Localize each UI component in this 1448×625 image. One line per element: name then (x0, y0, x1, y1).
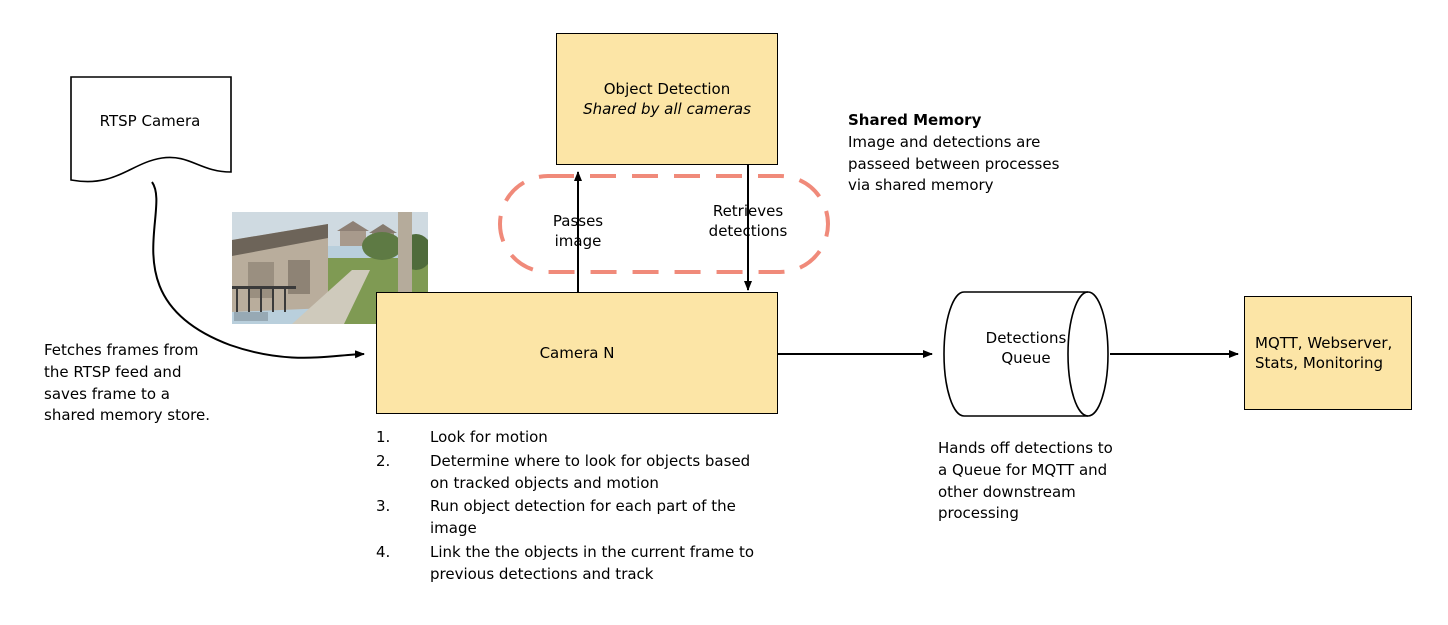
detections-queue-label (956, 328, 1096, 369)
node-rtsp-camera[interactable] (70, 76, 230, 184)
step-text: Look for motion (430, 428, 548, 446)
detections-queue-line2: Queue (1001, 349, 1051, 368)
step-number: 3. (376, 497, 391, 516)
edge-label-passes-image (528, 212, 628, 251)
note-fetches-frames: Fetches frames from the RTSP feed and saves frame to a shared memory store. (44, 341, 211, 425)
document-shape-icon (70, 76, 232, 188)
retrieves-detections-line2: detections (708, 221, 788, 240)
edge-label-retrieves-detections (692, 202, 804, 241)
node-camera-n[interactable] (376, 292, 778, 414)
step-number: 4. (376, 542, 391, 561)
list-item (376, 542, 776, 586)
note-hands-off: Hands off detections to a Queue for MQTT and other downstream processing (938, 439, 1113, 523)
shared-memory-heading: Shared Memory (848, 111, 982, 129)
object-detection-label: Object Detection (603, 79, 731, 98)
passes-image-line2: image (554, 231, 602, 250)
step-text: Determine where to look for objects based on tracked objects and motion (430, 451, 751, 492)
list-item (376, 451, 776, 495)
retrieves-detections-line1: Retrieves (712, 202, 784, 220)
shared-memory-body: Image and detections are passeed between processes via shared memory (848, 132, 1060, 195)
detections-queue-line1: Detections (985, 329, 1067, 347)
step-text: Link the the objects in the current frame to previous detections and track (430, 542, 755, 583)
list-item (376, 496, 776, 540)
object-detection-sublabel: Shared by all cameras (583, 100, 751, 118)
node-downstream-consumers[interactable] (1244, 296, 1412, 410)
downstream-line1: MQTT, Webserver, (1255, 333, 1393, 352)
rtsp-camera-label: RTSP Camera (99, 112, 201, 130)
camera-n-label: Camera N (539, 343, 615, 362)
node-detections-queue[interactable] (942, 290, 1102, 408)
note-shared-memory (848, 110, 1060, 197)
node-object-detection[interactable] (556, 33, 778, 165)
list-item (376, 427, 776, 449)
camera-n-steps-list (376, 427, 776, 587)
passes-image-line1: Passes (552, 212, 604, 230)
downstream-line2: Stats, Monitoring (1255, 354, 1384, 372)
step-text: Run object detection for each part of the image (430, 497, 736, 537)
step-number: 1. (376, 428, 391, 446)
step-number: 2. (376, 451, 391, 470)
